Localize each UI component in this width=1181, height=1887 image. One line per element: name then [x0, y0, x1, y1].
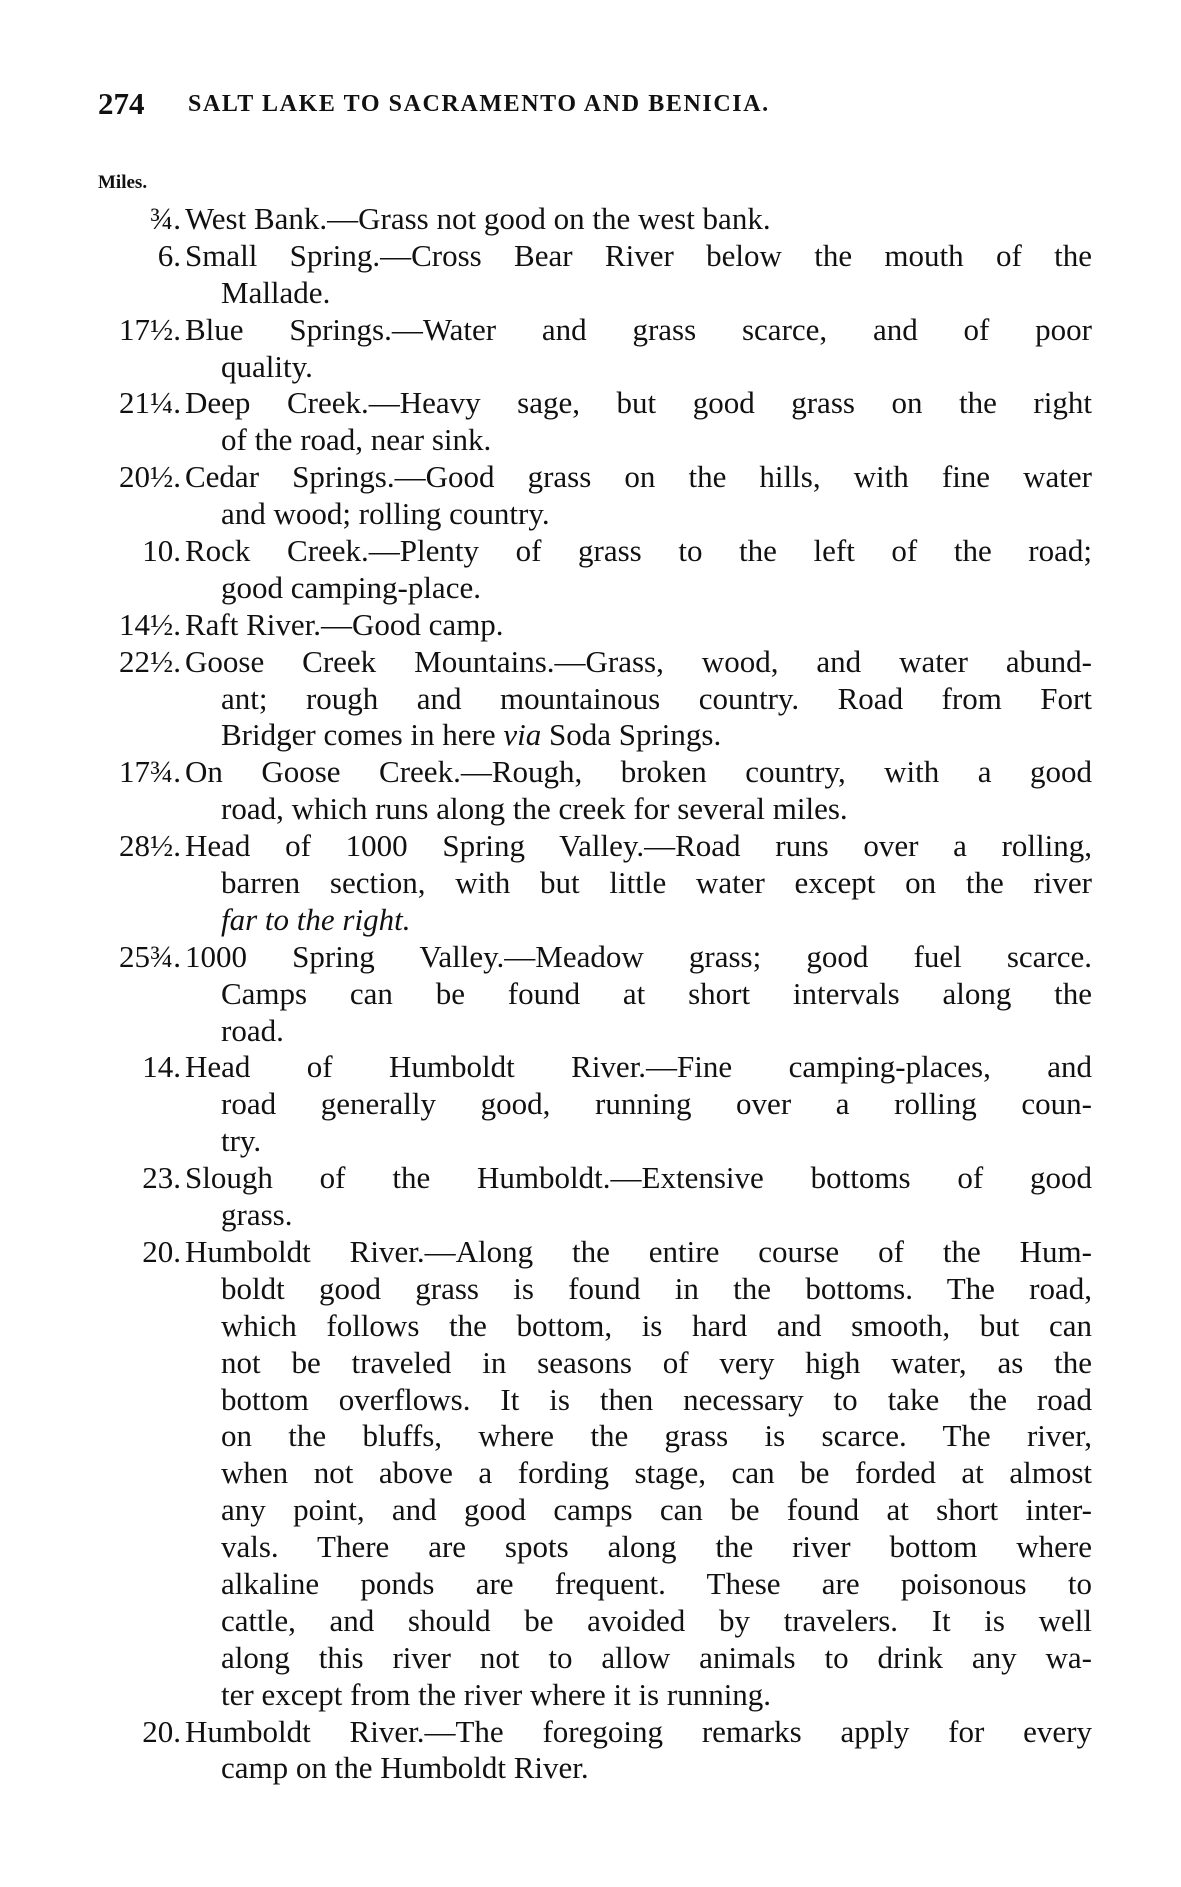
- text-line: ant; rough and mountainous country. Road from Fort: [221, 680, 1092, 716]
- miles-column-label: Miles.: [98, 172, 148, 193]
- itinerary-entry: [0, 1160, 1181, 1234]
- text-line: boldt good grass is found in the bottoms. The road,: [221, 1270, 1092, 1306]
- text-line: cattle, and should be avoided by travelers. It is well: [221, 1602, 1092, 1638]
- text-line: grass.: [221, 1197, 293, 1233]
- itinerary-entry: [0, 1234, 1181, 1714]
- miles-value: 25¾.: [119, 938, 181, 974]
- text-line: Head of Humboldt River.—Fine camping-places, and: [185, 1049, 1092, 1085]
- text-line: Cedar Springs.—Good grass on the hills, with fine water: [185, 459, 1092, 495]
- text-line: Raft River.—Good camp.: [185, 606, 504, 642]
- itinerary-list: [0, 201, 1181, 1787]
- text-line: vals. There are spots along the river bottom where: [221, 1529, 1092, 1565]
- text-line: 1000 Spring Valley.—Meadow grass; good fuel scarce.: [185, 938, 1092, 974]
- text-line: Goose Creek Mountains.—Grass, wood, and water abund-: [185, 643, 1092, 679]
- text-line: Rock Creek.—Plenty of grass to the left of the road;: [185, 533, 1092, 569]
- running-head: SALT LAKE TO SACRAMENTO AND BENICIA.: [188, 91, 770, 117]
- itinerary-entry: [0, 644, 1181, 755]
- text-line: barren section, with but little water except on the river: [221, 865, 1092, 901]
- text-line: Slough of the Humboldt.—Extensive bottoms of good: [185, 1160, 1092, 1196]
- text-line: Humboldt River.—Along the entire course of the Hum-: [185, 1233, 1092, 1269]
- miles-value: 20.: [142, 1713, 181, 1749]
- miles-value: 20½.: [119, 459, 181, 495]
- miles-value: 14½.: [119, 606, 181, 642]
- itinerary-entry: [0, 459, 1181, 533]
- itinerary-entry: [0, 828, 1181, 939]
- miles-value: 6.: [157, 237, 181, 273]
- itinerary-entry: [0, 238, 1181, 312]
- itinerary-entry: [0, 201, 1181, 238]
- miles-value: 20.: [142, 1233, 181, 1269]
- text-line: road generally good, running over a rolling coun-: [221, 1086, 1092, 1122]
- text-line: ter except from the river where it is running.: [221, 1676, 772, 1712]
- text-line: not be traveled in seasons of very high water, as the: [221, 1344, 1092, 1380]
- text-line: alkaline ponds are frequent. These are poisonous to: [221, 1565, 1092, 1601]
- running-header: [98, 86, 1098, 122]
- text-line: on the bluffs, where the grass is scarce. The river,: [221, 1418, 1092, 1454]
- text-line: camp on the Humboldt River.: [221, 1750, 589, 1786]
- text-line: bottom overflows. It is then necessary to take the road: [221, 1381, 1092, 1417]
- miles-value: 17¾.: [119, 754, 181, 790]
- itinerary-entry: [0, 312, 1181, 386]
- text-line: road.: [221, 1012, 284, 1048]
- miles-value: 23.: [142, 1160, 181, 1196]
- italic-text: via: [503, 717, 542, 753]
- itinerary-entry: [0, 533, 1181, 607]
- miles-value: 22½.: [119, 643, 181, 679]
- text-line: [221, 902, 1092, 939]
- miles-value: 28½.: [119, 828, 181, 864]
- text-line: along this river not to allow animals to drink any wa-: [221, 1639, 1092, 1675]
- text-line: any point, and good camps can be found at short inter-: [221, 1492, 1092, 1528]
- miles-value: 21¼.: [119, 385, 181, 421]
- text-line: Blue Springs.—Water and grass scarce, and of poor: [185, 311, 1092, 347]
- text-line: when not above a fording stage, can be forded at almost: [221, 1455, 1092, 1491]
- text-line: which follows the bottom, is hard and smooth, but can: [221, 1307, 1092, 1343]
- itinerary-entry: [0, 754, 1181, 828]
- text-line: and wood; rolling country.: [221, 496, 550, 532]
- itinerary-entry: [0, 1049, 1181, 1160]
- text-segment: Bridger comes in here: [221, 717, 504, 753]
- text-line: quality.: [221, 348, 313, 384]
- text-line: road, which runs along the creek for several miles.: [221, 791, 848, 827]
- text-line: Mallade.: [221, 274, 331, 310]
- page-number: 274: [98, 86, 145, 121]
- itinerary-entry: [0, 607, 1181, 644]
- text-line: [221, 717, 1092, 754]
- text-line: try.: [221, 1123, 262, 1159]
- miles-value: 14.: [142, 1049, 181, 1085]
- text-segment: Soda Springs.: [541, 717, 722, 753]
- itinerary-entry: [0, 1714, 1181, 1788]
- miles-value: ¾.: [150, 201, 181, 236]
- text-line: Humboldt River.—The foregoing remarks apply for every: [185, 1713, 1092, 1749]
- text-line: Small Spring.—Cross Bear River below the mouth of the: [185, 237, 1092, 273]
- text-line: Deep Creek.—Heavy sage, but good grass on the right: [185, 385, 1092, 421]
- miles-value: 17½.: [119, 311, 181, 347]
- text-line: West Bank.—Grass not good on the west bank.: [185, 201, 771, 236]
- itinerary-entry: [0, 385, 1181, 459]
- miles-value: 10.: [142, 533, 181, 569]
- itinerary-entry: [0, 939, 1181, 1050]
- text-line: Head of 1000 Spring Valley.—Road runs over a rolling,: [185, 828, 1092, 864]
- text-line: good camping-place.: [221, 569, 481, 605]
- text-line: Camps can be found at short intervals along the: [221, 975, 1092, 1011]
- text-line: of the road, near sink.: [221, 422, 492, 458]
- italic-text: far to the right.: [221, 901, 411, 937]
- text-line: On Goose Creek.—Rough, broken country, with a good: [185, 754, 1092, 790]
